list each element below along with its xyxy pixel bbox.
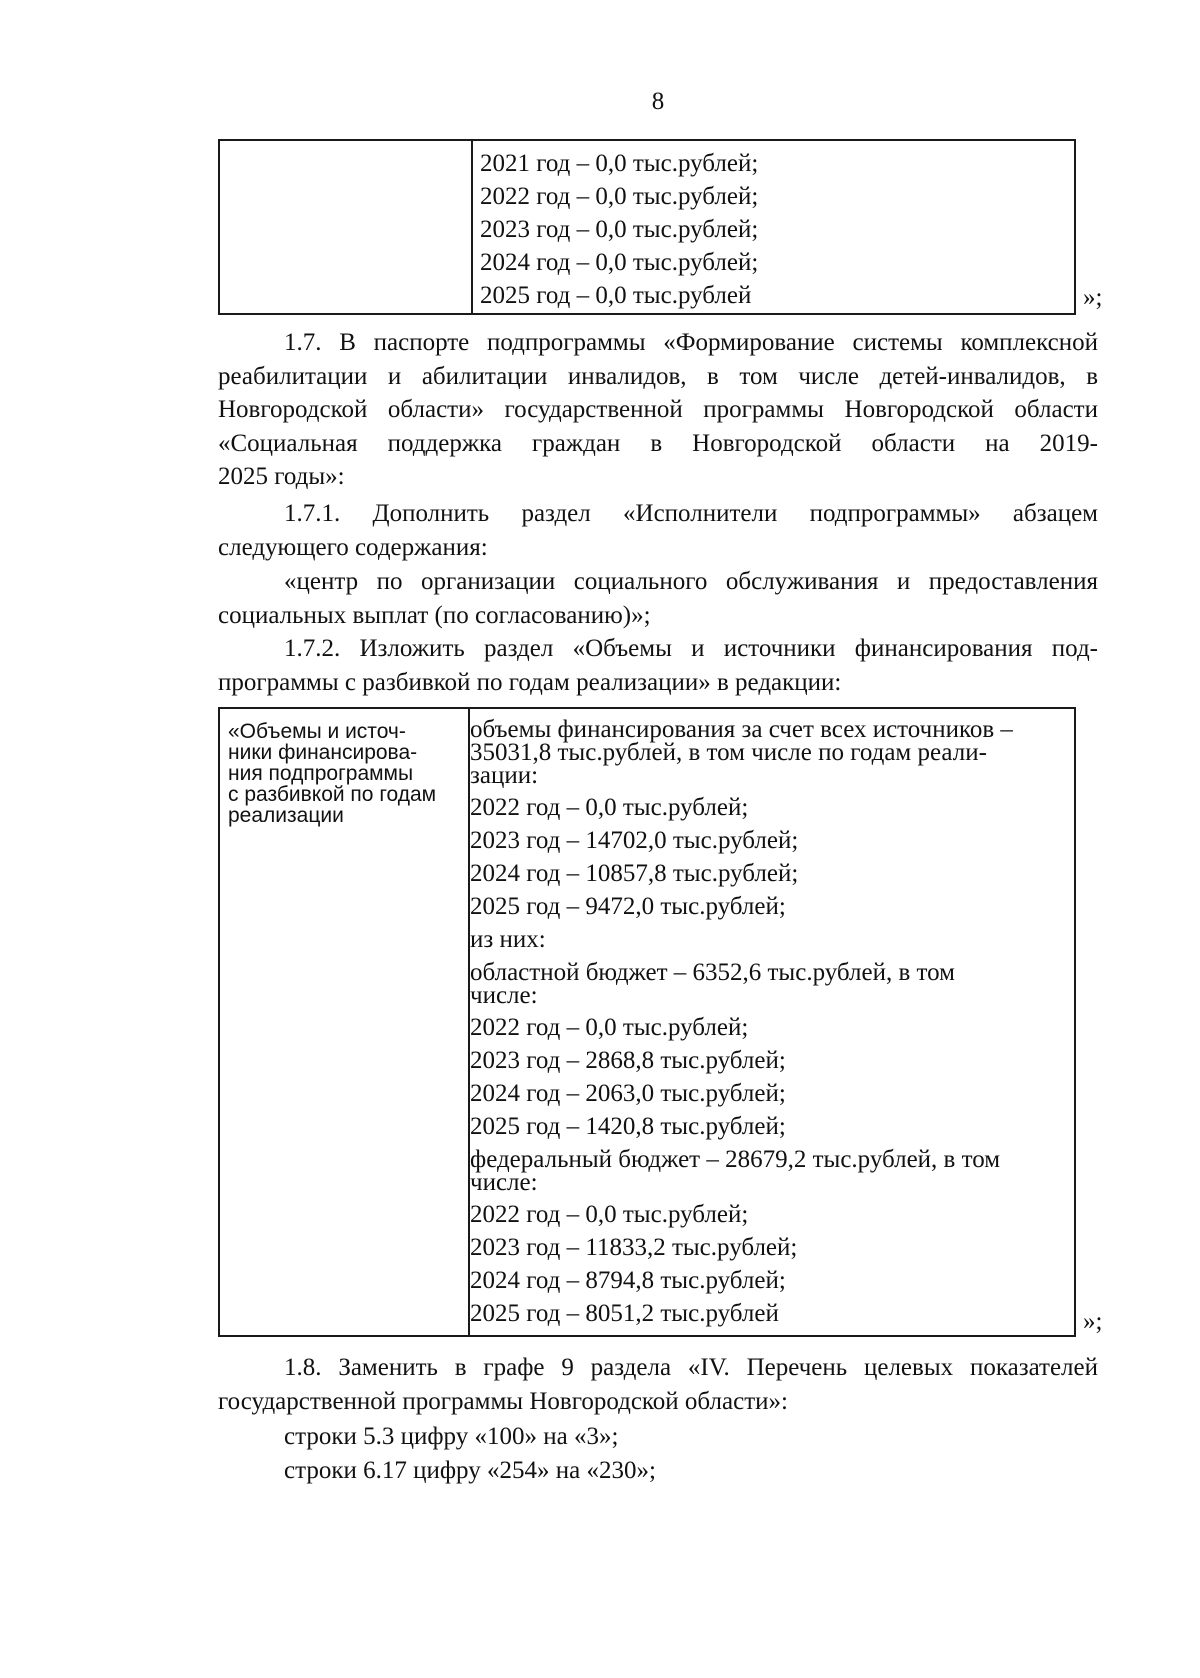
paragraph-line: 2025 годы»: [218,463,345,490]
paragraph-1-8 [218,1351,1098,1418]
table-1-line: 2025 год – 0,0 тыс.рублей [480,282,752,309]
table-2-item-line: 2023 год – 2868,8 тыс.рублей; [470,1047,786,1074]
table-2-item-line: из них: [470,926,546,953]
paragraph-line: 1.7.1. Дополнить раздел «Исполнители подпрограммы» абзацем [284,500,1098,527]
table-2-item [470,829,1068,862]
table-2-item-line: объемы финансирования за счет всех источников – [470,716,1013,743]
table-1-right-cell [480,147,1074,312]
table-2-item [470,1115,1068,1148]
table-2-closing-quote: »; [1083,1308,1103,1335]
table-2-item [470,961,1068,1016]
table-1-line: 2022 год – 0,0 тыс.рублей; [480,183,759,210]
paragraph-line: социальных выплат (по согласованию)»; [218,601,651,629]
paragraph-line: «центр по организации социального обслуживания и предоставления [284,568,1098,595]
paragraph-line: «Социальная поддержка граждан в Новгородской области на 2019- [218,429,1098,457]
paragraph-line: государственной программы Новгородской области»: [218,1387,788,1415]
table-2-item [470,1049,1068,1082]
table-2-item-line: 2023 год – 11833,2 тыс.рублей; [470,1234,798,1261]
table-1 [218,139,1076,315]
paragraph-line: 1.8. Заменить в графе 9 раздела «IV. Перечень целевых показателей [284,1354,1098,1381]
paragraph-line: Новгородской области» государственной программы Новгородской области [218,396,1098,423]
table-2-left-line: ники финансирова- [228,741,418,764]
table-2-item-line: 2022 год – 0,0 тыс.рублей; [470,1201,749,1228]
table-2-left-line: с разбивкой по годам [228,783,437,806]
paragraph-quote [218,565,1098,632]
table-2-item [470,1302,1068,1335]
table-2-item [470,1082,1068,1115]
table-2-item-line: зации: [470,762,539,789]
line-5-3: строки 5.3 цифру «100» на «3»; [284,1423,619,1450]
table-2-item [470,862,1068,895]
table-2-item-line: федеральный бюджет – 28679,2 тыс.рублей, в том [470,1146,1001,1173]
table-2-item [470,796,1068,829]
line-6-17: строки 6.17 цифру «254» на «230»; [284,1457,656,1484]
table-2-item-line: 2023 год – 14702,0 тыс.рублей; [470,827,799,854]
table-2-item-line: 2024 год – 10857,8 тыс.рублей; [470,860,799,887]
table-2-left-cell [228,721,436,826]
table-2-item-line: числе: [470,982,538,1009]
paragraph-1-7 [218,326,1098,494]
paragraph-line: реабилитации и абилитации инвалидов, в том числе детей-инвалидов, в [218,362,1098,390]
page-number: 8 [651,88,665,115]
paragraph-line: 1.7. В паспорте подпрограммы «Формирование системы комплексной [284,329,1098,356]
table-2-item-line: 2022 год – 0,0 тыс.рублей; [470,1014,749,1041]
table-1-line: 2024 год – 0,0 тыс.рублей; [480,249,759,276]
table-2-item-line: 2025 год – 8051,2 тыс.рублей [470,1300,779,1327]
table-2-item-line: 2025 год – 9472,0 тыс.рублей; [470,893,786,920]
table-2-left-line: ния подпрограммы [228,762,414,785]
table-2-item [470,1269,1068,1302]
table-2-item-line: 2024 год – 2063,0 тыс.рублей; [470,1080,786,1107]
table-2-item [470,1016,1068,1049]
table-2-item [470,718,1068,796]
paragraph-line: следующего содержания: [218,533,488,561]
table-2 [218,707,1076,1337]
table-2-item [470,1148,1068,1203]
paragraph-1-7-2 [218,632,1098,699]
table-2-right-cell [470,718,1068,1335]
table-2-item-line: числе: [470,1169,538,1196]
table-2-item-line: 2025 год – 1420,8 тыс.рублей; [470,1113,786,1140]
table-1-line: 2023 год – 0,0 тыс.рублей; [480,216,759,243]
table-2-item-line: 2022 год – 0,0 тыс.рублей; [470,794,749,821]
table-1-line: 2021 год – 0,0 тыс.рублей; [480,150,759,177]
paragraph-line: 1.7.2. Изложить раздел «Объемы и источники финансирования под- [284,635,1098,662]
table-2-item-line: областной бюджет – 6352,6 тыс.рублей, в том [470,959,955,986]
table-2-left-line: «Объемы и источ- [228,720,406,743]
table-2-item [470,1236,1068,1269]
table-2-item-line: 2024 год – 8794,8 тыс.рублей; [470,1267,786,1294]
table-2-left-line: реализации [228,804,344,827]
table-2-item-line: 35031,8 тыс.рублей, в том числе по годам реали- [470,739,987,766]
table-2-item [470,895,1068,928]
table-2-item [470,1203,1068,1236]
table-2-item [470,928,1068,961]
paragraph-line: программы с разбивкой по годам реализации» в редакции: [218,668,842,696]
paragraph-1-7-1 [218,497,1098,564]
table-1-closing-quote: »; [1083,284,1103,311]
